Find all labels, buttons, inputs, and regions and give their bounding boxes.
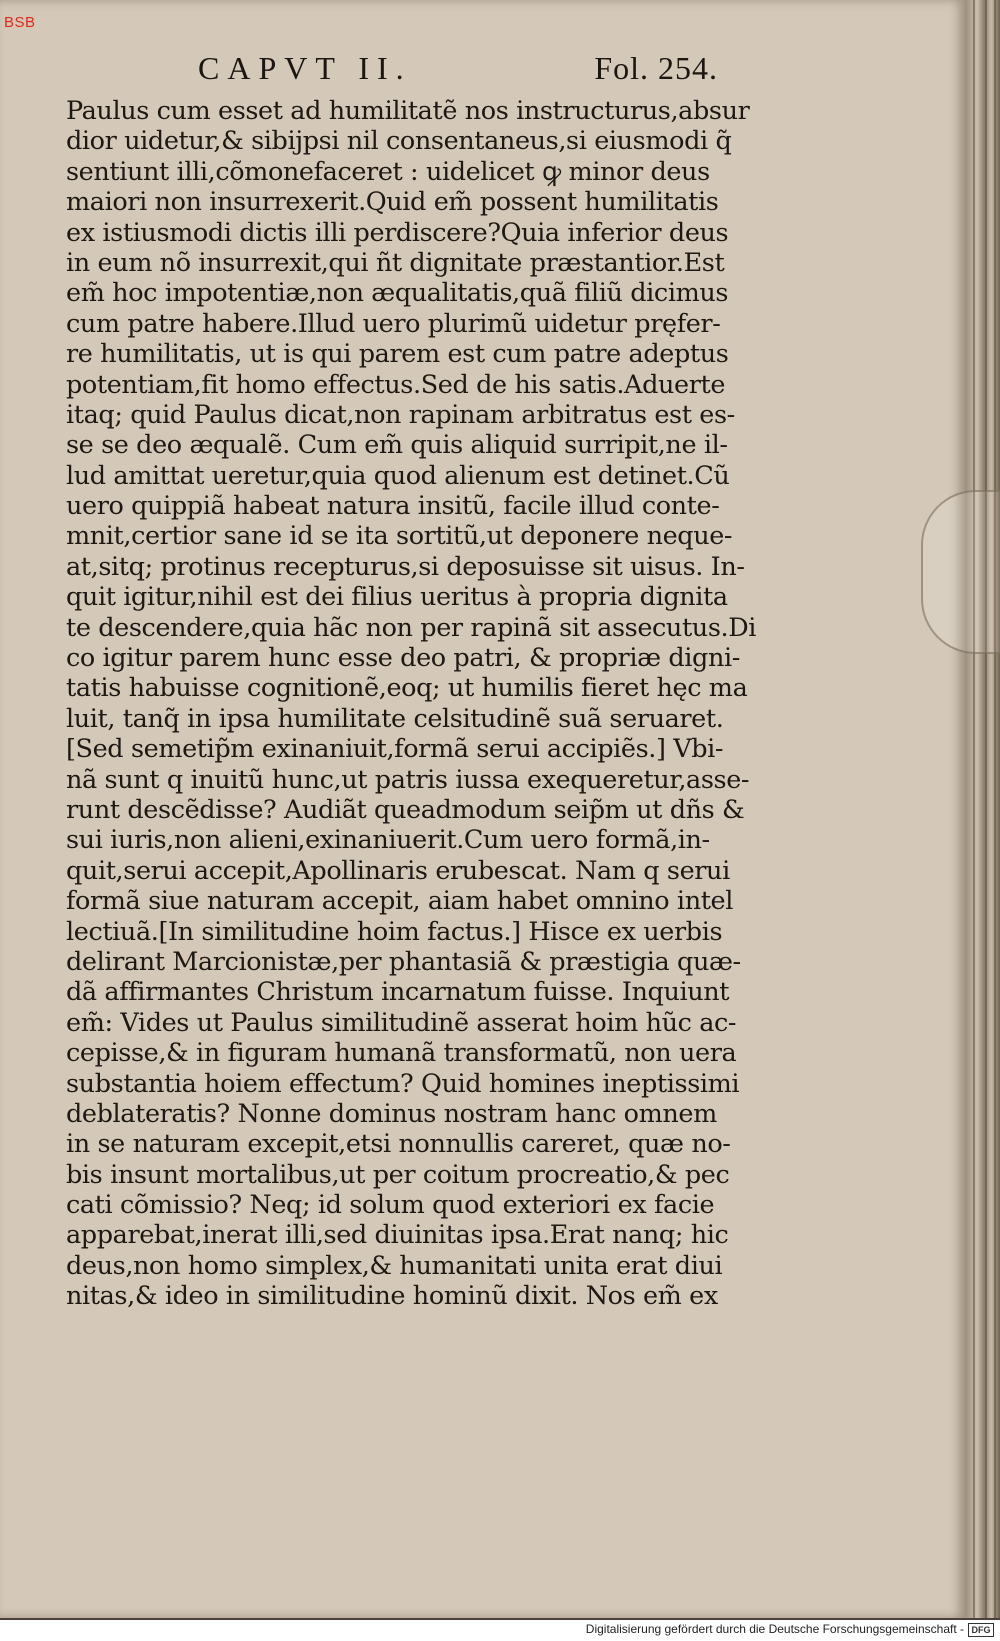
text-line: ex istiusmodi dictis illi perdiscere?Quia inferior deus bbox=[66, 217, 729, 248]
text-line: em̃: Vides ut Paulus similitudinẽ asserat hoim hũc ac- bbox=[66, 1007, 737, 1038]
text-line: mnit,certior sane id se ita sortitũ,ut deponere neque- bbox=[66, 521, 733, 552]
text-line: nã sunt q inuitũ hunc,ut patris iussa exequeretur,asse- bbox=[66, 764, 750, 795]
text-line: maiori non insurrexerit.Quid em̃ possent humilitatis bbox=[66, 187, 719, 218]
page-thumb-tab bbox=[921, 490, 1000, 654]
text-line: sentiunt illi,cõmonefaceret : uidelicet ꝙ minor deus bbox=[66, 156, 710, 187]
footer-bar bbox=[0, 1620, 1000, 1641]
text-line: cati cõmissio? Neq; id solum quod exteriori ex facie bbox=[66, 1190, 715, 1221]
text-line: cepisse,& in figuram humanã transformatũ, non uera bbox=[66, 1038, 737, 1069]
text-line: te descendere,quia hãc non per rapinã sit assecutus.Di bbox=[66, 612, 757, 643]
text-line: dã affirmantes Christum incarnatum fuisse. Inquiunt bbox=[66, 977, 730, 1008]
text-line: apparebat,inerat illi,sed diuinitas ipsa.Erat nanq; hic bbox=[66, 1220, 729, 1251]
text-line: [Sed semetip̃m exinaniuit,formã serui accipiẽs.] Vbi- bbox=[66, 734, 724, 765]
text-line: co igitur parem hunc esse deo patri, & propriæ digni- bbox=[66, 643, 740, 674]
folio-number: Fol. 254. bbox=[594, 50, 718, 86]
text-line: sui iuris,non alieni,exinaniuerit.Cum uero formã,in- bbox=[66, 825, 710, 856]
text-line: deus,non homo simplex,& humanitati unita erat diui bbox=[66, 1250, 723, 1281]
text-line: Paulus cum esset ad humilitatẽ nos instructurus,absur bbox=[66, 96, 750, 126]
text-line: potentiam,fit homo effectus.Sed de his satis.Aduerte bbox=[66, 369, 726, 400]
text-line: quit igitur,nihil est dei filius ueritus à propria dignita bbox=[66, 582, 728, 613]
text-line: re humilitatis, ut is qui parem est cum patre adeptus bbox=[66, 339, 729, 370]
text-line: lud amittat ueretur,quia quod alienum est detinet.Cũ bbox=[66, 460, 730, 491]
text-line: cum patre habere.Illud uero plurimũ uidetur pręfer- bbox=[66, 308, 721, 339]
text-line: lectiuã.[In similitudine hoim factus.] Hisce ex uerbis bbox=[66, 916, 723, 947]
text-line: em̃ hoc impotentiæ,non æqualitatis,quã filiũ dicimus bbox=[66, 278, 729, 309]
text-line: quit,serui accepit,Apollinaris erubescat. Nam q serui bbox=[66, 855, 730, 886]
page-edge bbox=[965, 0, 1000, 1618]
text-line: se se deo æqualẽ. Cum em̃ quis aliquid surripit,ne il- bbox=[66, 430, 728, 461]
text-line: uero quippiã habeat natura insitũ, facile illud conte- bbox=[66, 491, 720, 522]
chapter-title: CAPVT II. bbox=[198, 50, 412, 86]
text-line: in se naturam excepit,etsi nonnullis careret, quæ no- bbox=[66, 1129, 731, 1160]
text-line: tatis habuisse cognitionẽ,eoq; ut humilis fieret hęc ma bbox=[66, 673, 748, 704]
text-line: deblateratis? Nonne dominus nostram hanc omnem bbox=[66, 1098, 717, 1129]
text-line: luit, tanq̃ in ipsa humilitate celsitudinẽ suã seruaret. bbox=[66, 703, 724, 734]
text-line: dior uidetur,& sibijpsi nil consentaneus,si eiusmodi q̃ bbox=[66, 126, 732, 157]
text-line: bis insunt mortalibus,ut per coitum procreatio,& pec bbox=[66, 1159, 730, 1190]
text-line: delirant Marcionistæ,per phantasiã & præstigia quæ- bbox=[66, 946, 741, 977]
text-line: at,sitq; protinus recepturus,si deposuisse sit uisus. In- bbox=[66, 551, 745, 582]
text-line: runt descẽdisse? Audiãt queadmodum seip̃m ut dñs & bbox=[66, 794, 745, 825]
text-line: formã siue naturam accepit, aiam habet omnino intel bbox=[66, 886, 734, 917]
running-head bbox=[198, 50, 718, 94]
dfg-logo: DFG bbox=[968, 1623, 994, 1637]
text-line: itaq; quid Paulus dicat,non rapinam arbitratus est es- bbox=[66, 399, 735, 430]
page-body-text bbox=[66, 96, 756, 1312]
library-mark: BSB bbox=[4, 14, 36, 31]
text-line: substantia hoiem effectum? Quid homines ineptissimi bbox=[66, 1068, 740, 1099]
text-line: nitas,& ideo in similitudine hominũ dixit. Nos em̃ ex bbox=[66, 1281, 718, 1312]
text-line: in eum nõ insurrexit,qui ñt dignitate præstantior.Est bbox=[66, 247, 725, 278]
funding-credit: Digitalisierung gefördert durch die Deutsche Forschungsgemeinschaft - bbox=[585, 1622, 964, 1636]
